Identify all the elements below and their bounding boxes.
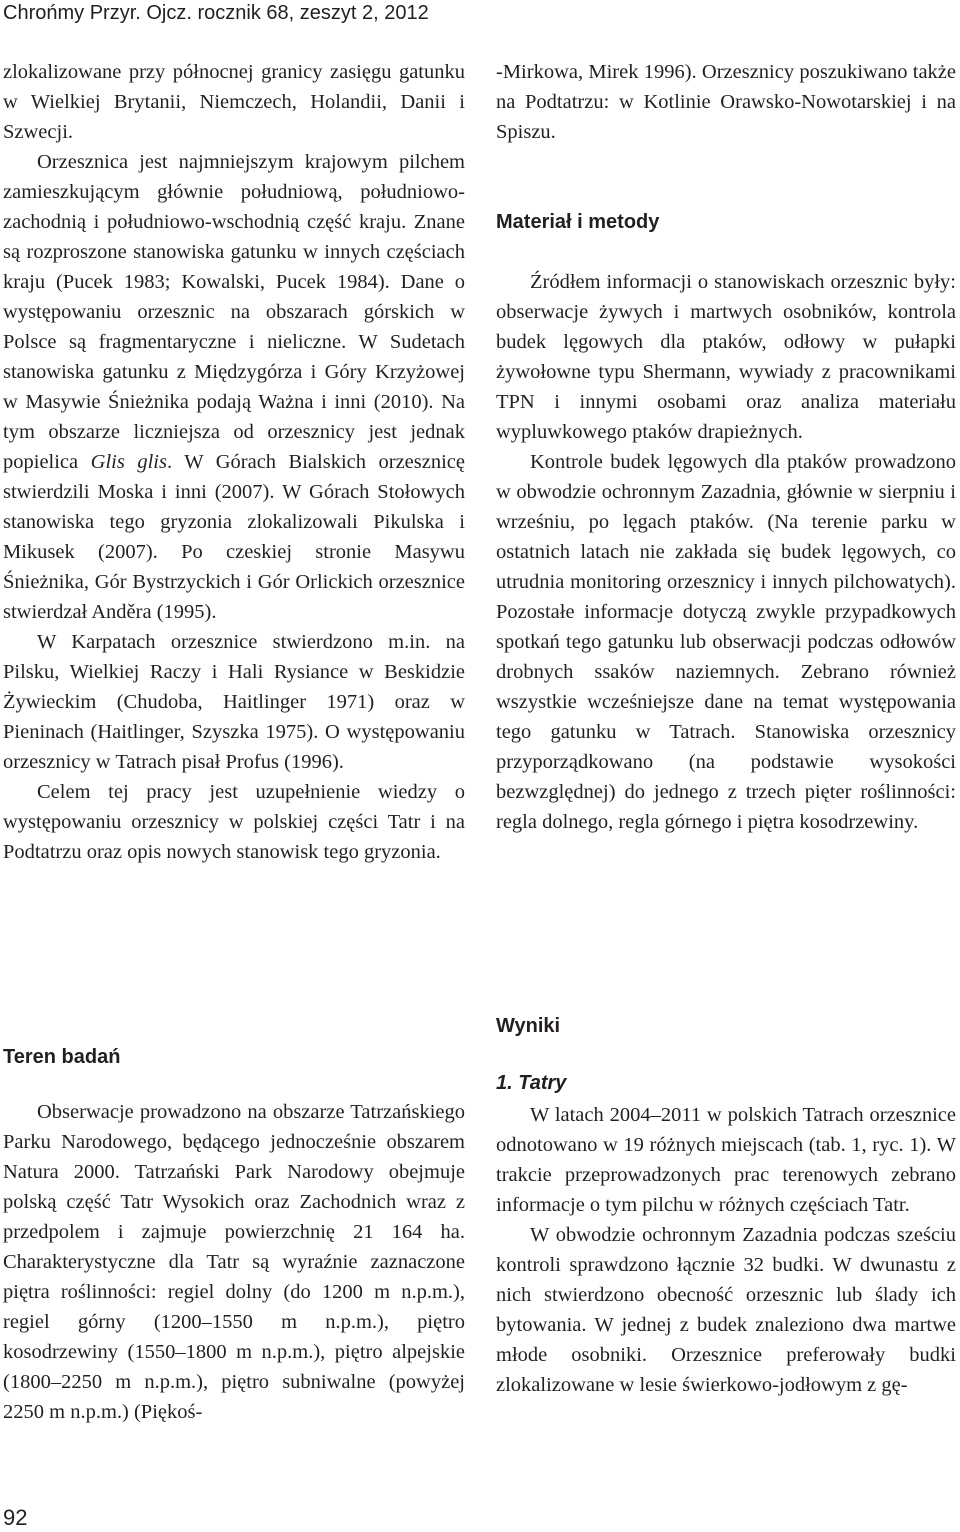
paragraph: W obwodzie ochronnym Zazadnia podczas sześciu kontroli sprawdzono łącznie 32 budki. W dwunastu z nich stwierdzono obecność orzesznic lub ślady ich bytowania. W jednej z budek znaleziono dwa martwe młode osobniki. Orzesznice preferowały budki zlokalizowane w lesie świerkowo-jodłowym z gę- — [496, 1224, 956, 1396]
right-column-top — [496, 57, 956, 147]
paragraph-text: Orzesznica jest najmniejszym krajowym pilchem zamieszkującym głównie południową, południowo-zachodnią i południowo-wschodnią część kraju. Znane są rozproszone stanowiska gatunku w innych częściach kraju (Pucek 1983; Kowalski, Pucek 1984). Dane o występowaniu orzesznic na obszarach górskich w Polsce są fragmentaryczne i nieliczne. W Sudetach stanowiska gatunku z Międzygórza i Góry Krzyżowej w Masywie Śnieżnika podają Ważna i inni (2010). Na tym obszarze liczniejsza od orzesznicy jest jednak popielica — [3, 151, 465, 473]
paragraph: Źródłem informacji o stanowiskach orzesznic były: obserwacje żywych i martwych osobników, kontrola budek lęgowych dla ptaków, odłowy w pułapki żywołowne typu Shermann, wywiady z pracownikami TPN i innymi osobami oraz analiza materiału wypluwkowego ptaków drapieżnych. — [496, 271, 956, 443]
left-column-lower — [3, 1097, 465, 1427]
paragraph — [3, 147, 465, 627]
paragraph: Celem tej pracy jest uzupełnienie wiedzy o występowaniu orzesznicy w polskiej części Tatr i na Podtatrzu oraz opis nowych stanowisk tego gryzonia. — [3, 781, 465, 863]
latin-name: Glis glis — [90, 451, 167, 473]
section-heading-teren: Teren badań — [3, 1046, 121, 1068]
paragraph: W latach 2004–2011 w polskich Tatrach orzesznice odnotowano w 19 różnych miejscach (tab. 1, ryc. 1). W trakcie przeprowadzonych prac terenowych zebrano informacje o tym pilchu w różnych częściach Tatr. — [496, 1104, 956, 1216]
running-head: Chrońmy Przyr. Ojcz. rocznik 68, zeszyt 2, 2012 — [3, 2, 429, 24]
paragraph-text: . W Górach Bialskich orzesznicę stwierdzili Moska i inni (2007). W Górach Stołowych stanowiska tego gryzonia zlokalizowali Pikulska i Mikusek (2007). Po czeskiej stronie Masywu Śnieżnika, Gór Bystrzyckich i Gór Orlickich orzesznice stwierdzał Anděra (1995). — [3, 451, 466, 623]
paragraph: Obserwacje prowadzono na obszarze Tatrzańskiego Parku Narodowego, będącego jednocześnie obszarem Natura 2000. Tatrzański Park Narodowy obejmuje polską część Tatr Wysokich oraz Zachodnich wraz z przedpolem i zajmuje powierzchnię 21 164 ha. Charakterystyczne dla Tatr są wyraźnie zaznaczone piętra roślinności: regiel dolny (do 1200 m n.p.m.), regiel górny (1200–1550 m n.p.m.), piętro kosodrzewiny (1550–1800 m n.p.m.), piętro alpejskie (1800–2250 m n.p.m.), piętro subniwalne (powyżej 2250 m n.p.m.) (Piękoś- — [3, 1101, 465, 1423]
paragraph: -Mirkowa, Mirek 1996). Orzesznicy poszukiwano także na Podtatrzu: w Kotlinie Orawsko-Nowotarskiej i na Spiszu. — [496, 61, 956, 143]
section-heading-wyniki: Wyniki — [496, 1015, 561, 1037]
right-column-middle — [496, 267, 956, 837]
right-column-lower — [496, 1100, 956, 1400]
page-number: 92 — [3, 1505, 28, 1530]
paragraph: W Karpatach orzesznice stwierdzono m.in. na Pilsku, Wielkiej Raczy i Hali Rysiance w Beskidzie Żywieckim (Chudoba, Haitlinger 1971) oraz w Pieninach (Haitlinger, Szyszka 1975). O występowaniu orzesznicy w Tatrach pisał Profus (1996). — [3, 631, 465, 773]
subsection-heading-tatry: 1. Tatry — [496, 1072, 567, 1094]
paragraph: zlokalizowane przy północnej granicy zasięgu gatunku w Wielkiej Brytanii, Niemczech, Holandii, Danii i Szwecji. — [3, 61, 465, 143]
left-column — [3, 57, 465, 867]
paragraph: Kontrole budek lęgowych dla ptaków prowadzono w obwodzie ochronnym Zazadnia, głównie w sierpniu i wrześniu, po lęgach ptaków. (Na terenie parku w ostatnich latach nie zakłada się budek lęgowych, co utrudnia monitoring orzesznicy i innych pilchowatych). Pozostałe informacje dotyczą zwykle przypadkowych spotkań tego gatunku lub obserwacji podczas odłowów drobnych ssaków naziemnych. Zebrano również wszystkie wcześniejsze dane na temat występowania tego gatunku w Tatrach. Stanowiska orzesznicy przyporządkowano (na podstawie wysokości bezwzględnej) do jednego z trzech pięter roślinności: regla dolnego, regla górnego i piętra kosodrzewiny. — [496, 451, 956, 833]
section-heading-material: Materiał i metody — [496, 211, 660, 233]
